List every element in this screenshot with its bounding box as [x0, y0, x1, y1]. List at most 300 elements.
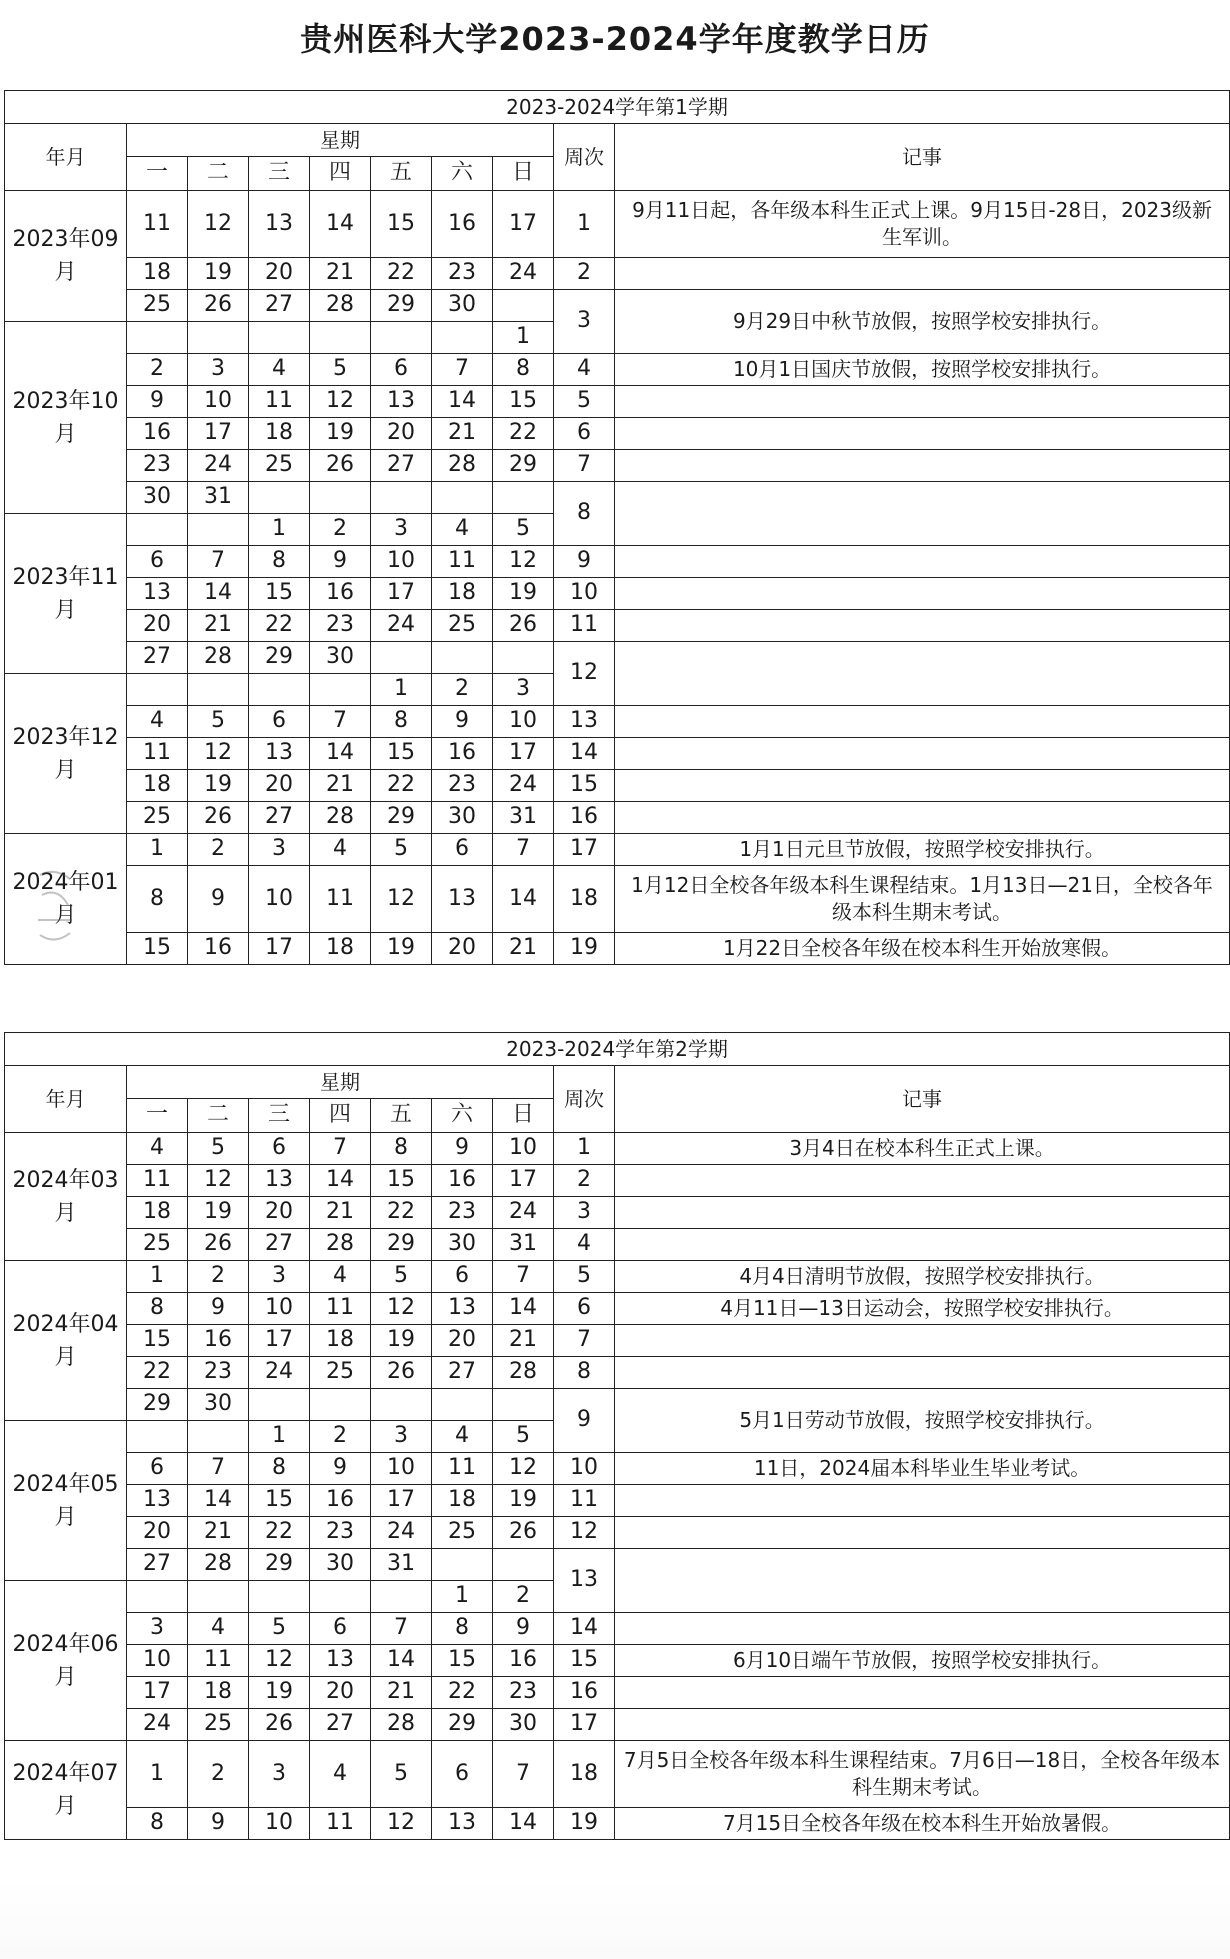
day-cell: 20	[432, 1325, 493, 1357]
day-cell: 25	[188, 1709, 249, 1741]
day-cell: 12	[188, 191, 249, 258]
note-cell	[615, 1165, 1230, 1197]
week-number-cell: 17	[554, 834, 615, 866]
day-cell: 5	[371, 1741, 432, 1808]
day-cell	[310, 1581, 371, 1613]
day-cell: 10	[371, 1453, 432, 1485]
note-cell	[615, 482, 1230, 546]
note-cell	[615, 738, 1230, 770]
week-row	[5, 1325, 1230, 1357]
day-cell: 15	[249, 1485, 310, 1517]
day-cell: 29	[371, 1229, 432, 1261]
day-cell: 22	[127, 1357, 188, 1389]
day-cell: 9	[310, 1453, 371, 1485]
day-cell: 28	[432, 450, 493, 482]
day-cell: 23	[127, 450, 188, 482]
day-cell: 13	[127, 1485, 188, 1517]
week-row	[5, 1485, 1230, 1517]
day-cell: 7	[493, 1741, 554, 1808]
day-cell: 13	[432, 1808, 493, 1840]
day-cell: 17	[127, 1677, 188, 1709]
week-number-cell: 11	[554, 610, 615, 642]
day-cell: 5	[371, 1261, 432, 1293]
day-cell: 20	[249, 258, 310, 290]
day-cell: 21	[310, 1197, 371, 1229]
day-cell: 5	[188, 706, 249, 738]
day-cell: 15	[371, 738, 432, 770]
day-cell: 18	[310, 933, 371, 965]
day-cell: 12	[188, 1165, 249, 1197]
day-cell: 30	[432, 1229, 493, 1261]
day-cell: 11	[310, 1293, 371, 1325]
note-cell	[615, 1677, 1230, 1709]
day-cell: 7	[310, 706, 371, 738]
bottom-fade	[0, 1880, 1230, 1959]
day-cell	[432, 642, 493, 674]
weekday-label: 六	[432, 157, 493, 191]
day-cell: 7	[432, 354, 493, 386]
day-cell: 10	[249, 1293, 310, 1325]
week-row	[5, 1517, 1230, 1549]
week-row	[5, 1549, 1230, 1581]
day-cell: 23	[432, 770, 493, 802]
month-cell: 2023年09月	[5, 191, 127, 322]
weekday-label: 四	[310, 157, 371, 191]
day-cell: 11	[127, 191, 188, 258]
week-row	[5, 546, 1230, 578]
day-cell	[493, 1389, 554, 1421]
day-cell: 5	[493, 514, 554, 546]
day-cell: 19	[188, 258, 249, 290]
week-number-cell: 13	[554, 706, 615, 738]
week-row	[5, 1645, 1230, 1677]
day-cell: 26	[371, 1357, 432, 1389]
day-cell: 23	[310, 610, 371, 642]
week-row	[5, 258, 1230, 290]
week-number-cell: 19	[554, 1808, 615, 1840]
week-row	[5, 482, 1230, 514]
day-cell: 3	[188, 354, 249, 386]
day-cell: 21	[432, 418, 493, 450]
month-cell: 2024年01月	[5, 834, 127, 965]
day-cell: 16	[432, 1165, 493, 1197]
day-cell: 25	[432, 610, 493, 642]
weekday-label: 一	[127, 1099, 188, 1133]
day-cell: 10	[249, 866, 310, 933]
day-cell	[249, 674, 310, 706]
day-cell: 15	[249, 578, 310, 610]
day-cell: 10	[493, 1133, 554, 1165]
day-cell: 31	[493, 1229, 554, 1261]
day-cell: 23	[310, 1517, 371, 1549]
day-cell: 28	[310, 290, 371, 322]
day-cell: 6	[371, 354, 432, 386]
week-number-cell: 3	[554, 1197, 615, 1229]
week-row	[5, 866, 1230, 933]
week-number-cell: 16	[554, 802, 615, 834]
day-cell: 8	[127, 866, 188, 933]
month-cell: 2024年05月	[5, 1421, 127, 1581]
day-cell: 21	[188, 1517, 249, 1549]
day-cell: 28	[310, 802, 371, 834]
week-number-cell: 14	[554, 1613, 615, 1645]
day-cell: 17	[249, 1325, 310, 1357]
day-cell: 24	[127, 1709, 188, 1741]
day-cell: 14	[310, 738, 371, 770]
day-cell: 14	[493, 1808, 554, 1840]
day-cell: 23	[188, 1357, 249, 1389]
day-cell: 2	[493, 1581, 554, 1613]
week-number-cell: 3	[554, 290, 615, 354]
day-cell: 24	[371, 1517, 432, 1549]
day-cell: 15	[493, 386, 554, 418]
note-cell	[615, 610, 1230, 642]
week-number-header: 周次	[554, 124, 615, 191]
day-cell: 11	[310, 866, 371, 933]
week-row	[5, 290, 1230, 322]
day-cell	[493, 482, 554, 514]
day-cell: 7	[371, 1613, 432, 1645]
day-cell: 3	[371, 514, 432, 546]
stamp-mark	[30, 865, 80, 955]
week-number-cell: 16	[554, 1677, 615, 1709]
day-cell	[432, 322, 493, 354]
day-cell: 15	[127, 1325, 188, 1357]
day-cell	[127, 322, 188, 354]
day-cell: 14	[432, 386, 493, 418]
day-cell: 12	[249, 1645, 310, 1677]
day-cell: 17	[493, 191, 554, 258]
day-cell: 14	[188, 578, 249, 610]
day-cell: 25	[127, 802, 188, 834]
month-cell: 2024年06月	[5, 1581, 127, 1741]
day-cell: 12	[310, 386, 371, 418]
day-cell: 30	[493, 1709, 554, 1741]
day-cell: 4	[127, 706, 188, 738]
weekday-label: 六	[432, 1099, 493, 1133]
week-number-cell: 10	[554, 1453, 615, 1485]
day-cell: 19	[310, 418, 371, 450]
day-cell: 30	[310, 1549, 371, 1581]
note-cell	[615, 450, 1230, 482]
note-cell	[615, 802, 1230, 834]
day-cell: 3	[371, 1421, 432, 1453]
week-row	[5, 610, 1230, 642]
note-cell: 1月1日元旦节放假，按照学校安排执行。	[615, 834, 1230, 866]
day-cell: 3	[249, 1741, 310, 1808]
week-number-cell: 15	[554, 1645, 615, 1677]
day-cell: 8	[249, 1453, 310, 1485]
day-cell	[188, 514, 249, 546]
day-cell	[310, 674, 371, 706]
week-number-cell: 4	[554, 1229, 615, 1261]
day-cell: 7	[493, 834, 554, 866]
day-cell	[493, 290, 554, 322]
day-cell: 18	[432, 1485, 493, 1517]
day-cell: 2	[188, 1741, 249, 1808]
day-cell: 20	[249, 770, 310, 802]
day-cell: 18	[310, 1325, 371, 1357]
note-cell: 1月12日全校各年级本科生课程结束。1月13日—21日，全校各年级本科生期末考试。	[615, 866, 1230, 933]
note-cell	[615, 418, 1230, 450]
week-number-cell: 10	[554, 578, 615, 610]
week-row	[5, 1389, 1230, 1421]
day-cell	[249, 1581, 310, 1613]
note-cell	[615, 770, 1230, 802]
weekday-label: 日	[493, 1099, 554, 1133]
day-cell: 27	[127, 642, 188, 674]
day-cell: 6	[127, 1453, 188, 1485]
week-number-cell: 7	[554, 450, 615, 482]
day-cell: 10	[127, 1645, 188, 1677]
day-cell: 7	[188, 1453, 249, 1485]
note-cell	[615, 258, 1230, 290]
day-cell: 16	[188, 1325, 249, 1357]
day-cell: 21	[310, 770, 371, 802]
day-cell: 2	[188, 1261, 249, 1293]
day-cell: 6	[310, 1613, 371, 1645]
day-cell: 24	[493, 770, 554, 802]
week-number-cell: 14	[554, 738, 615, 770]
day-cell: 4	[432, 1421, 493, 1453]
day-cell: 16	[188, 933, 249, 965]
day-cell	[127, 674, 188, 706]
day-cell: 25	[310, 1357, 371, 1389]
day-cell: 19	[249, 1677, 310, 1709]
note-cell	[615, 578, 1230, 610]
day-cell	[127, 514, 188, 546]
month-cell: 2023年12月	[5, 674, 127, 834]
day-cell: 12	[493, 1453, 554, 1485]
day-cell: 29	[371, 802, 432, 834]
day-cell: 23	[493, 1677, 554, 1709]
day-cell: 27	[127, 1549, 188, 1581]
day-cell: 6	[249, 1133, 310, 1165]
week-number-header: 周次	[554, 1066, 615, 1133]
notes-header: 记事	[615, 1066, 1230, 1133]
day-cell: 19	[493, 578, 554, 610]
day-cell: 27	[310, 1709, 371, 1741]
day-cell: 12	[188, 738, 249, 770]
day-cell: 6	[249, 706, 310, 738]
note-cell	[615, 1325, 1230, 1357]
week-row	[5, 738, 1230, 770]
day-cell: 22	[432, 1677, 493, 1709]
day-cell: 27	[371, 450, 432, 482]
day-cell	[310, 482, 371, 514]
note-cell	[615, 706, 1230, 738]
day-cell	[249, 322, 310, 354]
note-cell: 9月11日起，各年级本科生正式上课。9月15日-28日，2023级新生军训。	[615, 191, 1230, 258]
week-row	[5, 1741, 1230, 1808]
day-cell	[371, 482, 432, 514]
day-cell: 14	[310, 191, 371, 258]
week-number-cell: 6	[554, 1293, 615, 1325]
day-cell: 30	[310, 642, 371, 674]
semester-title: 2023-2024学年第2学期	[5, 1033, 1230, 1066]
day-cell: 26	[493, 610, 554, 642]
note-cell	[615, 1517, 1230, 1549]
week-number-cell: 1	[554, 1133, 615, 1165]
month-cell: 2024年03月	[5, 1133, 127, 1261]
day-cell: 20	[127, 1517, 188, 1549]
day-cell: 31	[371, 1549, 432, 1581]
month-cell: 2024年04月	[5, 1261, 127, 1421]
day-cell: 18	[432, 578, 493, 610]
day-cell: 3	[249, 1261, 310, 1293]
week-row	[5, 1613, 1230, 1645]
day-cell: 8	[432, 1613, 493, 1645]
day-cell: 23	[432, 1197, 493, 1229]
weekday-label: 一	[127, 157, 188, 191]
day-cell: 30	[127, 482, 188, 514]
day-cell: 31	[188, 482, 249, 514]
day-cell	[249, 1389, 310, 1421]
day-cell: 5	[249, 1613, 310, 1645]
day-cell: 18	[127, 770, 188, 802]
note-cell: 11日，2024届本科毕业生毕业考试。	[615, 1453, 1230, 1485]
day-cell: 7	[310, 1133, 371, 1165]
day-cell: 4	[432, 514, 493, 546]
day-cell: 29	[249, 1549, 310, 1581]
day-cell: 14	[493, 1293, 554, 1325]
day-cell: 13	[432, 1293, 493, 1325]
day-cell: 25	[127, 290, 188, 322]
day-cell: 1	[249, 1421, 310, 1453]
day-cell: 29	[371, 290, 432, 322]
year-month-header: 年月	[5, 124, 127, 191]
week-number-cell: 18	[554, 866, 615, 933]
day-cell: 9	[432, 706, 493, 738]
day-cell: 1	[493, 322, 554, 354]
weekday-label: 二	[188, 1099, 249, 1133]
day-cell: 16	[310, 578, 371, 610]
day-cell: 20	[249, 1197, 310, 1229]
week-row	[5, 418, 1230, 450]
day-cell: 17	[249, 933, 310, 965]
day-cell: 20	[432, 933, 493, 965]
day-cell: 1	[127, 1741, 188, 1808]
day-cell: 19	[371, 933, 432, 965]
day-cell: 8	[371, 1133, 432, 1165]
day-cell	[127, 1421, 188, 1453]
day-cell: 31	[493, 802, 554, 834]
weekday-label: 三	[249, 157, 310, 191]
day-cell: 15	[371, 1165, 432, 1197]
day-cell: 26	[188, 290, 249, 322]
week-row	[5, 1229, 1230, 1261]
note-cell: 7月15日全校各年级在校本科生开始放暑假。	[615, 1808, 1230, 1840]
day-cell: 28	[310, 1229, 371, 1261]
day-cell: 19	[188, 1197, 249, 1229]
day-cell: 6	[432, 1261, 493, 1293]
note-cell	[615, 1485, 1230, 1517]
week-number-cell: 9	[554, 546, 615, 578]
day-cell: 12	[371, 866, 432, 933]
day-cell: 8	[127, 1293, 188, 1325]
day-cell	[310, 1389, 371, 1421]
day-cell: 28	[188, 642, 249, 674]
day-cell	[188, 1421, 249, 1453]
note-cell: 6月10日端午节放假，按照学校安排执行。	[615, 1645, 1230, 1677]
week-number-cell: 13	[554, 1549, 615, 1613]
day-cell: 17	[371, 1485, 432, 1517]
day-cell: 12	[371, 1808, 432, 1840]
day-cell: 1	[249, 514, 310, 546]
day-cell: 17	[371, 578, 432, 610]
note-cell: 1月22日全校各年级在校本科生开始放寒假。	[615, 933, 1230, 965]
day-cell: 2	[127, 354, 188, 386]
day-cell: 24	[493, 1197, 554, 1229]
day-cell: 11	[188, 1645, 249, 1677]
month-cell: 2023年10月	[5, 322, 127, 514]
day-cell: 22	[371, 1197, 432, 1229]
day-cell: 13	[249, 191, 310, 258]
day-cell: 13	[371, 386, 432, 418]
day-cell: 21	[493, 933, 554, 965]
week-row	[5, 1293, 1230, 1325]
week-row	[5, 386, 1230, 418]
week-number-cell: 9	[554, 1389, 615, 1453]
week-row	[5, 1357, 1230, 1389]
week-number-cell: 7	[554, 1325, 615, 1357]
week-number-cell: 5	[554, 1261, 615, 1293]
day-cell: 25	[432, 1517, 493, 1549]
day-cell: 27	[249, 802, 310, 834]
day-cell: 18	[188, 1677, 249, 1709]
week-row	[5, 1453, 1230, 1485]
week-row	[5, 1808, 1230, 1840]
day-cell: 9	[310, 546, 371, 578]
day-cell: 16	[310, 1485, 371, 1517]
day-cell: 29	[493, 450, 554, 482]
semester-1-table	[4, 90, 1230, 965]
day-cell: 8	[127, 1808, 188, 1840]
day-cell: 9	[188, 866, 249, 933]
week-row	[5, 706, 1230, 738]
day-cell: 2	[310, 514, 371, 546]
day-cell	[371, 642, 432, 674]
day-cell	[188, 1581, 249, 1613]
day-cell: 9	[188, 1293, 249, 1325]
note-cell: 7月5日全校各年级本科生课程结束。7月6日—18日，全校各年级本科生期末考试。	[615, 1741, 1230, 1808]
day-cell: 4	[310, 1261, 371, 1293]
week-number-cell: 2	[554, 1165, 615, 1197]
day-cell: 11	[432, 546, 493, 578]
note-cell	[615, 642, 1230, 706]
day-cell: 14	[310, 1165, 371, 1197]
day-cell: 22	[249, 610, 310, 642]
day-cell: 15	[432, 1645, 493, 1677]
week-row	[5, 802, 1230, 834]
notes-header: 记事	[615, 124, 1230, 191]
week-row	[5, 1261, 1230, 1293]
day-cell: 16	[127, 418, 188, 450]
day-cell: 28	[493, 1357, 554, 1389]
day-cell	[432, 482, 493, 514]
day-cell: 17	[493, 738, 554, 770]
day-cell: 29	[127, 1389, 188, 1421]
note-cell: 5月1日劳动节放假，按照学校安排执行。	[615, 1389, 1230, 1453]
day-cell: 20	[371, 418, 432, 450]
day-cell: 22	[249, 1517, 310, 1549]
day-cell: 22	[371, 258, 432, 290]
note-cell: 9月29日中秋节放假，按照学校安排执行。	[615, 290, 1230, 354]
day-cell: 1	[371, 674, 432, 706]
day-cell: 4	[310, 834, 371, 866]
day-cell: 14	[493, 866, 554, 933]
month-cell: 2024年07月	[5, 1741, 127, 1840]
